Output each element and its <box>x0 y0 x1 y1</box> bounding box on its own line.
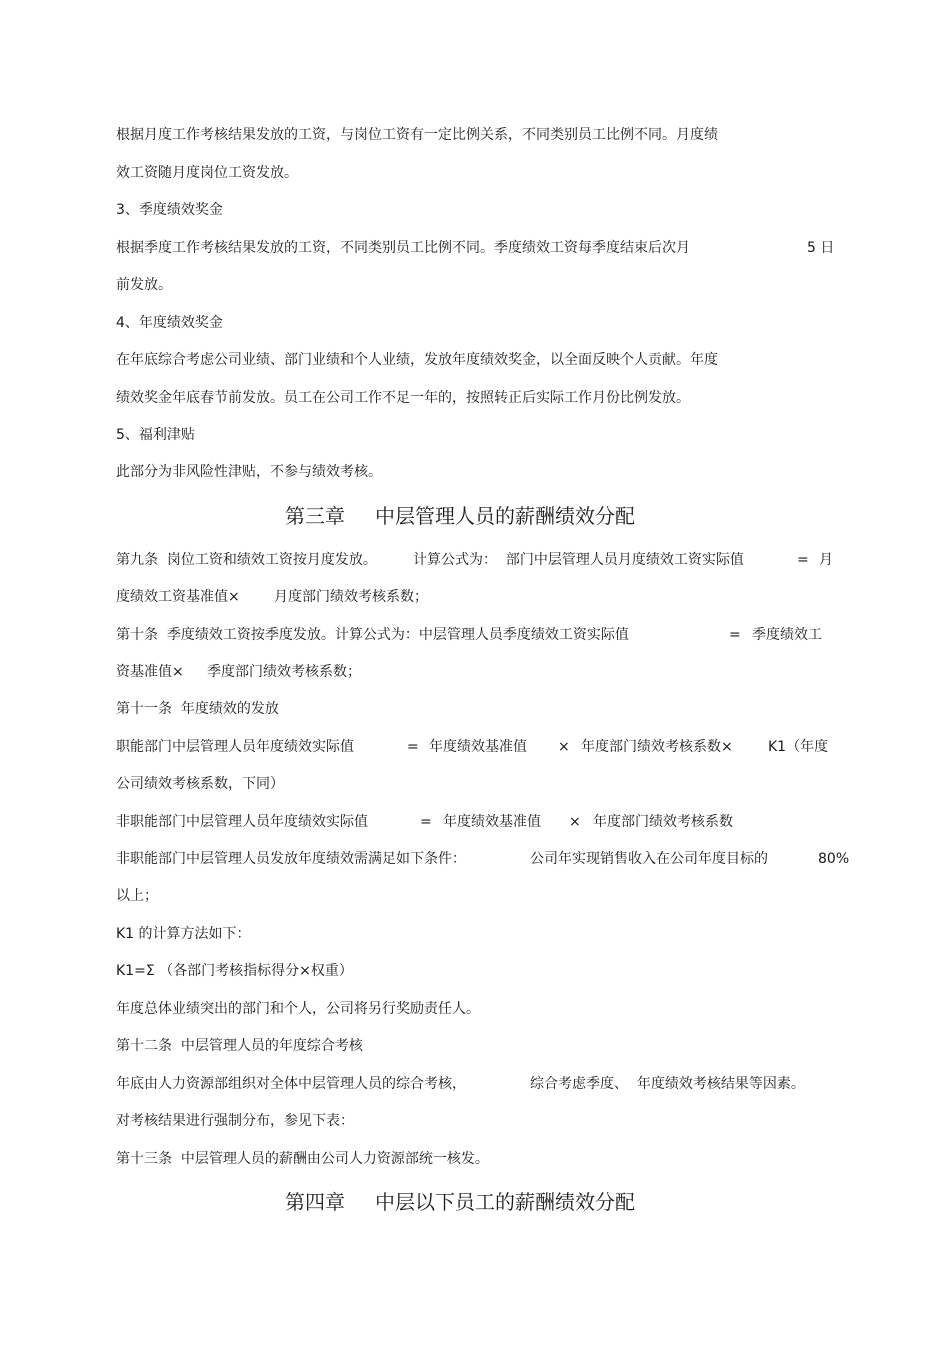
formula-term: 年度部门绩效考核系数× <box>581 739 733 755</box>
section-heading: 3、季度绩效奖金 <box>116 202 223 218</box>
formula-line: K1 的计算方法如下： <box>116 926 251 942</box>
formula-line: 非职能部门中层管理人员年度绩效实际值 <box>116 814 368 830</box>
formula-line: 公司绩效考核系数，下同） <box>116 776 284 792</box>
article-heading: 第十二条 中层管理人员的年度综合考核 <box>116 1038 363 1054</box>
article-formula: 计算公式为： 部门中层管理人员月度绩效工资实际值 <box>413 552 744 568</box>
formula-line: 以上； <box>116 888 158 904</box>
equals-sign: = <box>797 552 809 568</box>
article-line: 第九条 岗位工资和绩效工资按月度发放。 <box>116 552 377 568</box>
equals-sign: = <box>729 627 741 643</box>
article-line: 年底由人力资源部组织对全体中层管理人员的综合考核， <box>116 1076 466 1092</box>
multiply-sign: × <box>569 814 581 830</box>
article-formula: 季度绩效工 <box>752 627 822 643</box>
formula-term: 公司年实现销售收入在公司年度目标的 <box>530 851 768 867</box>
formula-line: 年度总体业绩突出的部门和个人，公司将另行奖励责任人。 <box>116 1001 480 1017</box>
article-formula: 月 <box>819 552 833 568</box>
section-heading: 5、福利津贴 <box>116 427 195 443</box>
article-heading: 第十一条 年度绩效的发放 <box>116 701 279 717</box>
paragraph-line: 效工资随月度岗位工资发放。 <box>116 165 298 181</box>
paragraph-line: 在年底综合考虑公司业绩、部门业绩和个人业绩，发放年度绩效奖金，以全面反映个人贡献。年度 <box>116 352 718 368</box>
paragraph-line-tail: 5 日 <box>807 240 835 256</box>
formula-line: K1=Σ （各部门考核指标得分×权重） <box>116 963 353 979</box>
formula-term: K1（年度 <box>768 739 829 755</box>
chapter-title: 中层以下员工的薪酬绩效分配 <box>375 1190 635 1214</box>
article-formula: 季度部门绩效考核系数； <box>207 664 361 680</box>
equals-sign: = <box>420 814 432 830</box>
formula-line: 职能部门中层管理人员年度绩效实际值 <box>116 739 354 755</box>
chapter-title: 中层管理人员的薪酬绩效分配 <box>375 504 635 528</box>
article-line: 度绩效工资基准值× <box>116 589 240 605</box>
paragraph-line: 此部分为非风险性津贴，不参与绩效考核。 <box>116 464 382 480</box>
article-line: 第十三条 中层管理人员的薪酬由公司人力资源部统一核发。 <box>116 1151 489 1167</box>
paragraph-line: 绩效奖金年底春节前发放。员工在公司工作不足一年的，按照转正后实际工作月份比例发放。 <box>116 390 690 406</box>
formula-term: 年度绩效基准值 <box>443 814 541 830</box>
section-heading: 4、年度绩效奖金 <box>116 315 223 331</box>
chapter-number: 第四章 <box>285 1190 345 1214</box>
article-line: 第十条 季度绩效工资按季度发放。计算公式为：中层管理人员季度绩效工资实际值 <box>116 627 629 643</box>
article-line: 综合考虑季度、 年度绩效考核结果等因素。 <box>530 1076 805 1092</box>
equals-sign: = <box>407 739 419 755</box>
paragraph-line: 根据月度工作考核结果发放的工资，与岗位工资有一定比例关系，不同类别员工比例不同。月度绩 <box>116 127 718 143</box>
multiply-sign: × <box>558 739 570 755</box>
article-line: 资基准值× <box>116 664 184 680</box>
formula-term: 年度部门绩效考核系数 <box>593 814 733 830</box>
formula-term: 80% <box>818 851 850 867</box>
article-line: 对考核结果进行强制分布，参见下表： <box>116 1113 354 1129</box>
formula-term: 年度绩效基准值 <box>429 739 527 755</box>
paragraph-line: 根据季度工作考核结果发放的工资，不同类别员工比例不同。季度绩效工资每季度结束后次月 <box>116 240 690 256</box>
paragraph-line: 前发放。 <box>116 277 172 293</box>
article-formula: 月度部门绩效考核系数； <box>274 589 428 605</box>
formula-line: 非职能部门中层管理人员发放年度绩效需满足如下条件： <box>116 851 466 867</box>
chapter-number: 第三章 <box>285 504 345 528</box>
